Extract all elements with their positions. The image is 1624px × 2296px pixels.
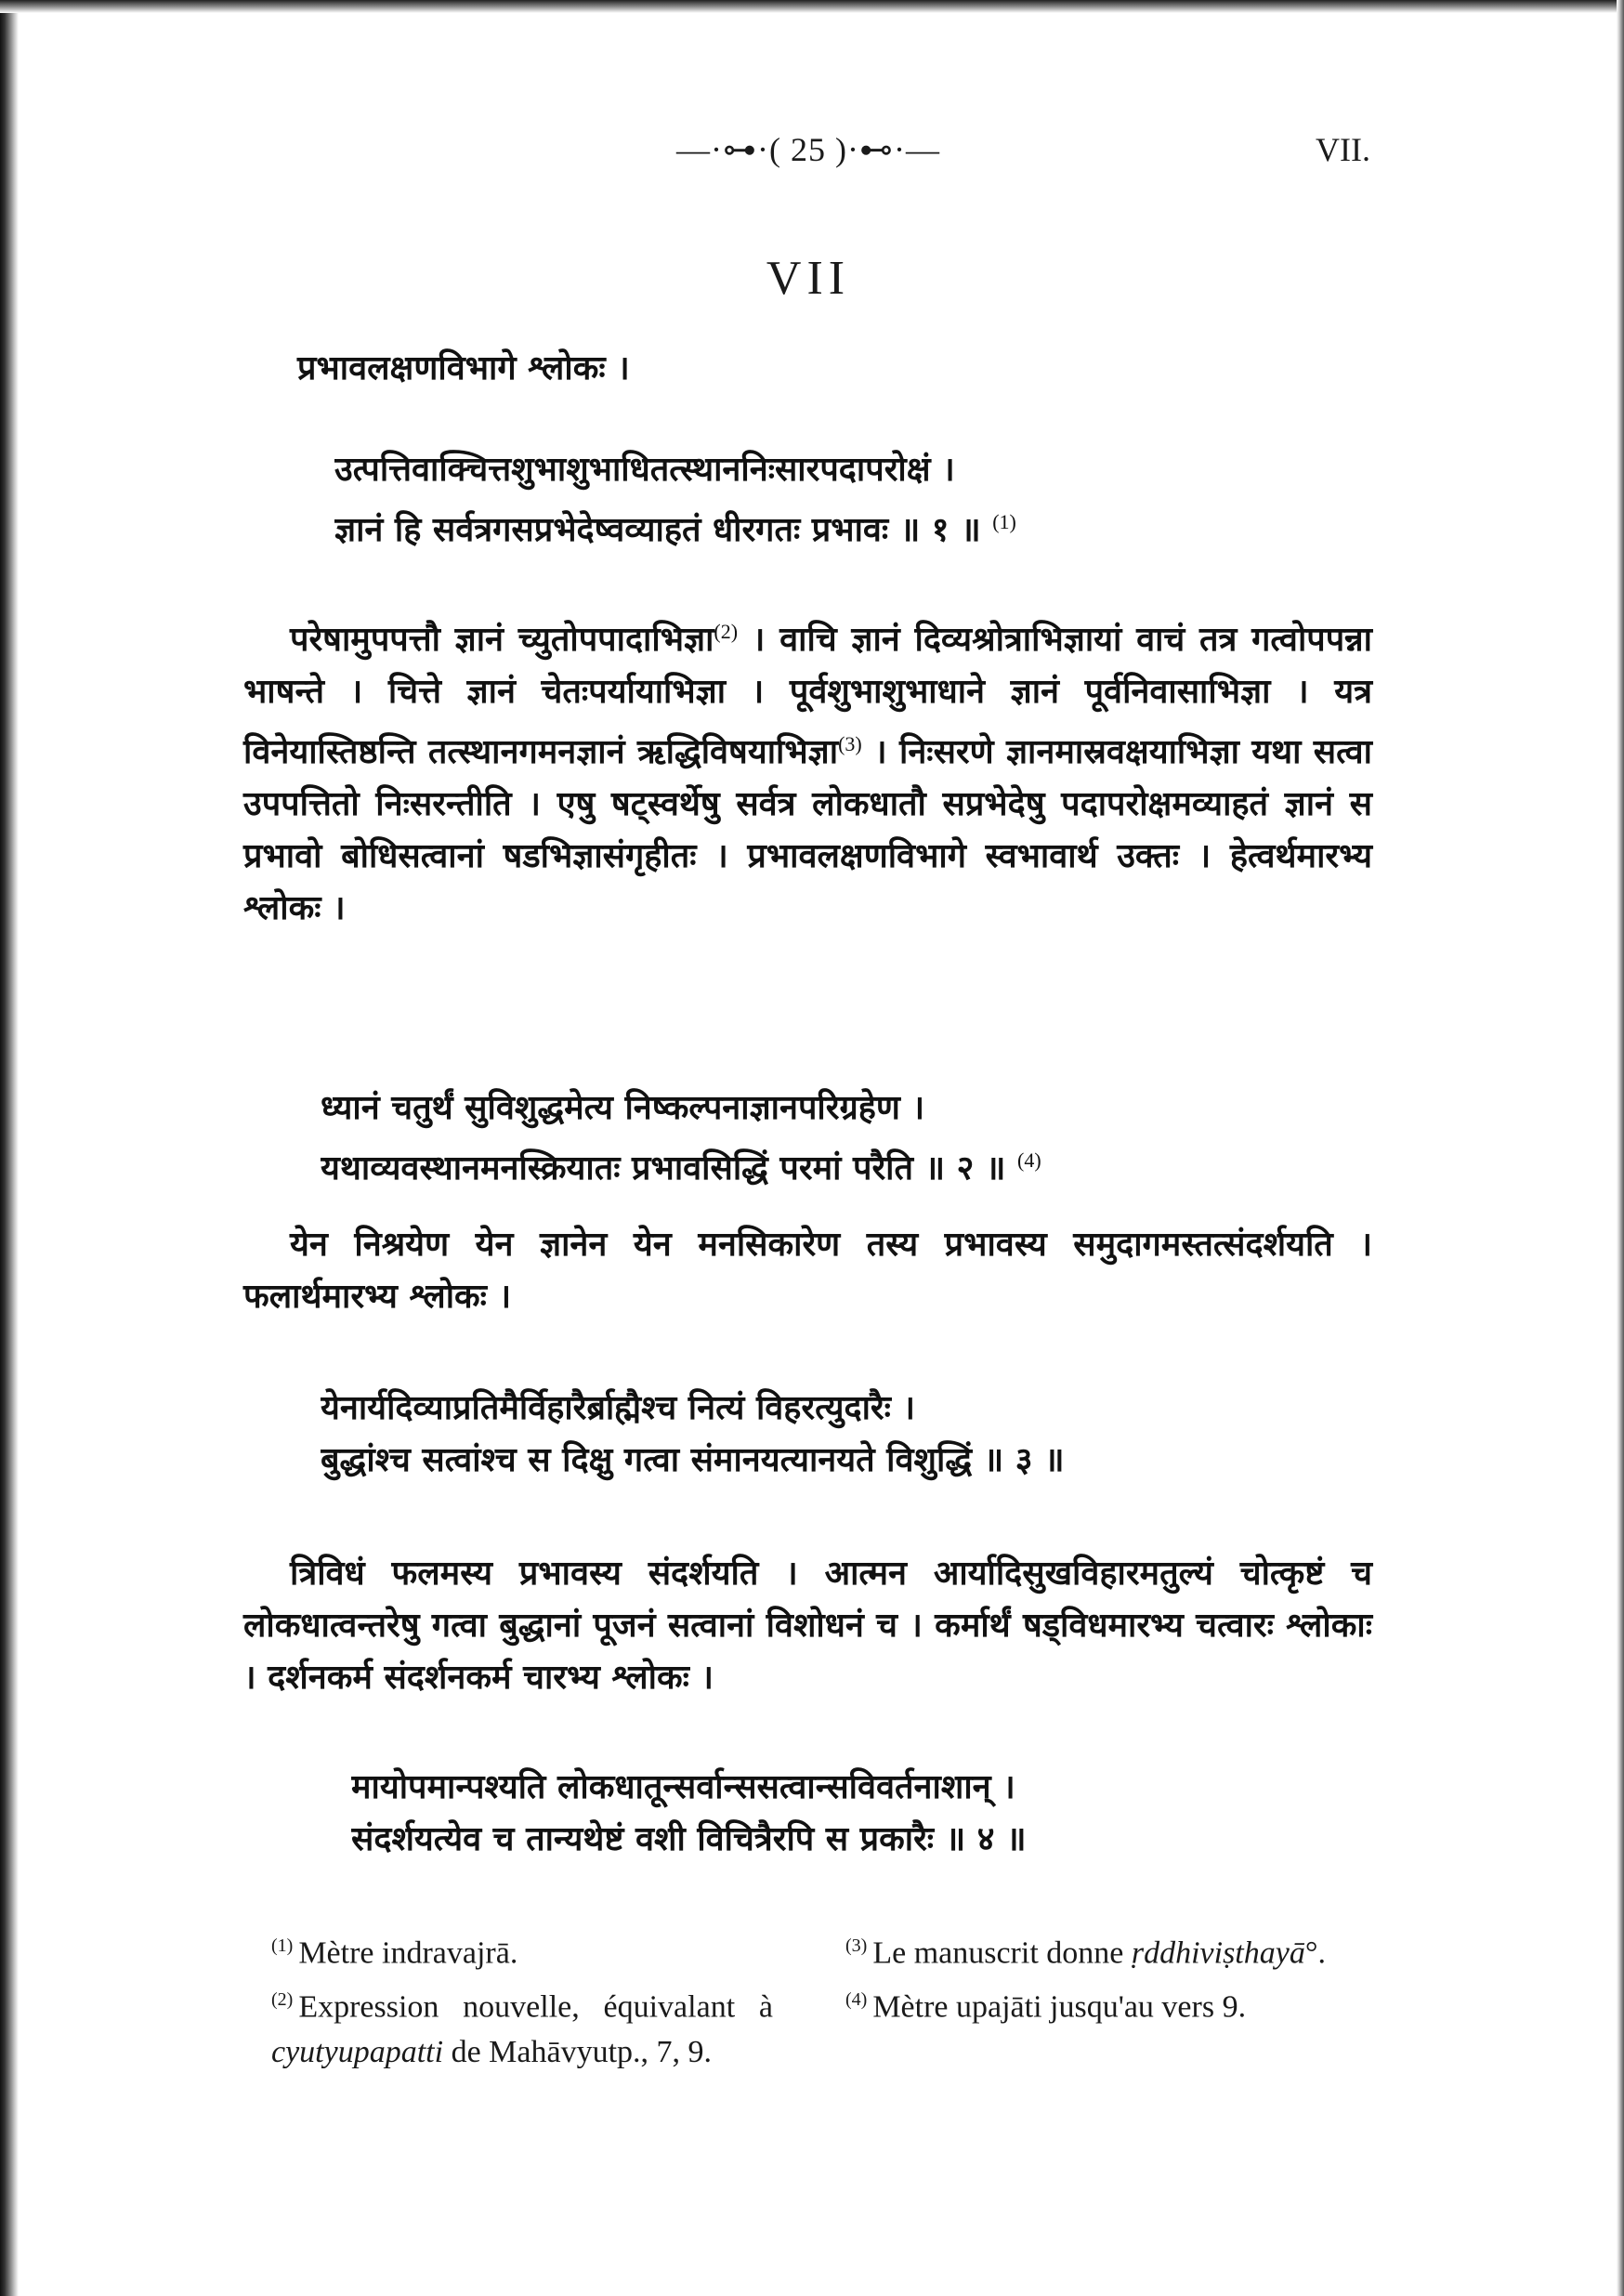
footnote-ref-3: (3) — [838, 732, 862, 755]
page-right-edge — [1617, 0, 1624, 2296]
verse-1 — [334, 444, 1366, 548]
para-1-text-a: परेषामुपपत्तौ ज्ञानं च्युतोपपादाभिज्ञा — [290, 621, 714, 659]
verse-2-line-1: ध्यानं चतुर्थं सुविशुद्धमेत्य निष्कल्पनाज्ञानपरिग्रहेण । — [321, 1089, 925, 1127]
verse-2-line-2: यथाव्यवस्थानमनस्क्रियातः प्रभावसिद्धिं परमां परैति ॥ २ ॥ $^{(4)}$ — [321, 1148, 1041, 1187]
commentary-paragraph-1 — [243, 606, 1372, 935]
footnote-1: $^{(1)}$ Mètre indravajrā. — [271, 1935, 518, 1971]
footnote-ref-4: (4) — [1017, 1148, 1041, 1172]
footnotes-right-column — [818, 1923, 1375, 2032]
verse-4-line-2: संदर्शयत्येव च तान्यथेष्टं वशी विचित्रैरपि स प्रकारैः ॥ ४ ॥ — [351, 1820, 1027, 1858]
footnote-3: $^{(3)}$ Le manuscrit donne ṛddhiviṣthayā°. — [845, 1935, 1326, 1971]
verse-4 — [351, 1762, 1382, 1866]
running-chapter-label: VII. — [1316, 131, 1370, 168]
footnote-ref-2: (2) — [714, 620, 739, 643]
verse-3 — [321, 1383, 1352, 1487]
footnote-2: $^{(2)}$ Expression nouvelle, équivalant à cyutyupapatti de Mahāvyutp., 7, 9. — [271, 1989, 773, 2069]
verse-1-line-2: ज्ञानं हि सर्वत्रगसप्रभेदेष्वव्याहतं धीरगतः प्रभावः ॥ १ ॥ $^{(1)}$ — [334, 510, 1016, 548]
chapter-title: VII — [766, 252, 851, 305]
footnotes-left-column — [243, 1923, 773, 2077]
commentary-paragraph-2: येन निश्रयेण येन ज्ञानेन येन मनसिकारेण तस्य प्रभावस्य समुदागमस्तत्संदर्शयति । फलार्थमारभ्य श्लोकः । — [243, 1226, 1372, 1316]
para-1-text-b: । वाचि ज्ञानं दिव्यश्रोत्राभिज्ञायां वाचं तत्र गत्वोपपन्ना भाषन्ते । चित्ते ज्ञानं चेतःपर्यायाभिज्ञा । पूर्वशुभाशुभाधाने ज्ञानं पूर्वनिवासाभिज्ञा । यत्र विनेयास्तिष्ठन्ति तत्स्थानगमनज्ञानं ऋद्धिविषयाभिज्ञा — [243, 621, 1373, 771]
footnote-4: $^{(4)}$ Mètre upajāti jusqu'au vers 9. — [845, 1989, 1247, 2025]
para-1-text-c: । निःसरणे ज्ञानमास्रवक्षयाभिज्ञा यथा सत्वा उपपत्तितो निःसरन्तीति । एषु षट्स्वर्थेषु सर्वत्र लोकधातौ सप्रभेदेषु पदापरोक्षमव्याहतं ज्ञानं स प्रभावो बोधिसत्वानां षडभिज्ञासंगृहीतः । प्रभावलक्षणविभागे स्वभावार्थ उक्तः । हेत्वर्थमारभ्य श्लोकः । — [243, 733, 1373, 927]
page-top-edge — [0, 0, 1624, 13]
verse-4-line-1: मायोपमान्पश्यति लोकधातून्सर्वान्ससत्वान्सविवर्तनाशान् । — [351, 1768, 1015, 1806]
verse-1-line-1: उत्पत्तिवाक्चित्तशुभाशुभाधितत्स्थाननिःसारपदापरोक्षं । — [334, 451, 955, 489]
verse-3-line-2: बुद्धांश्च सत्वांश्च स दिक्षु गत्वा संमानयत्यानयते विशुद्धिं ॥ ३ ॥ — [321, 1441, 1065, 1479]
commentary-paragraph-3: त्रिविधं फलमस्य प्रभावस्य संदर्शयति । आत्मन आर्यादिसुखविहारमतुल्यं चोत्कृष्टं च लोकधात्वन्तरेषु गत्वा बुद्धानां पूजनं सत्वानां विशोधनं च । कर्मार्थं षड्विधमारभ्य चत्वारः श्लोकाः । दर्शनकर्म संदर्शनकर्म चारभ्य श्लोकः । — [243, 1555, 1372, 1697]
section-heading: प्रभावलक्षणविभागे श्लोकः । — [297, 349, 630, 387]
verse-3-line-1: येनार्यदिव्याप्रतिमैर्विहारैर्ब्राह्मैश्च नित्यं विहरत्युदारैः । — [321, 1389, 916, 1427]
page-number: —·⊶·( 25 )·⊷·— — [676, 131, 940, 168]
footnote-ref-1: (1) — [992, 510, 1016, 533]
verse-2 — [321, 1082, 1352, 1187]
page-binding-edge — [0, 0, 19, 2296]
